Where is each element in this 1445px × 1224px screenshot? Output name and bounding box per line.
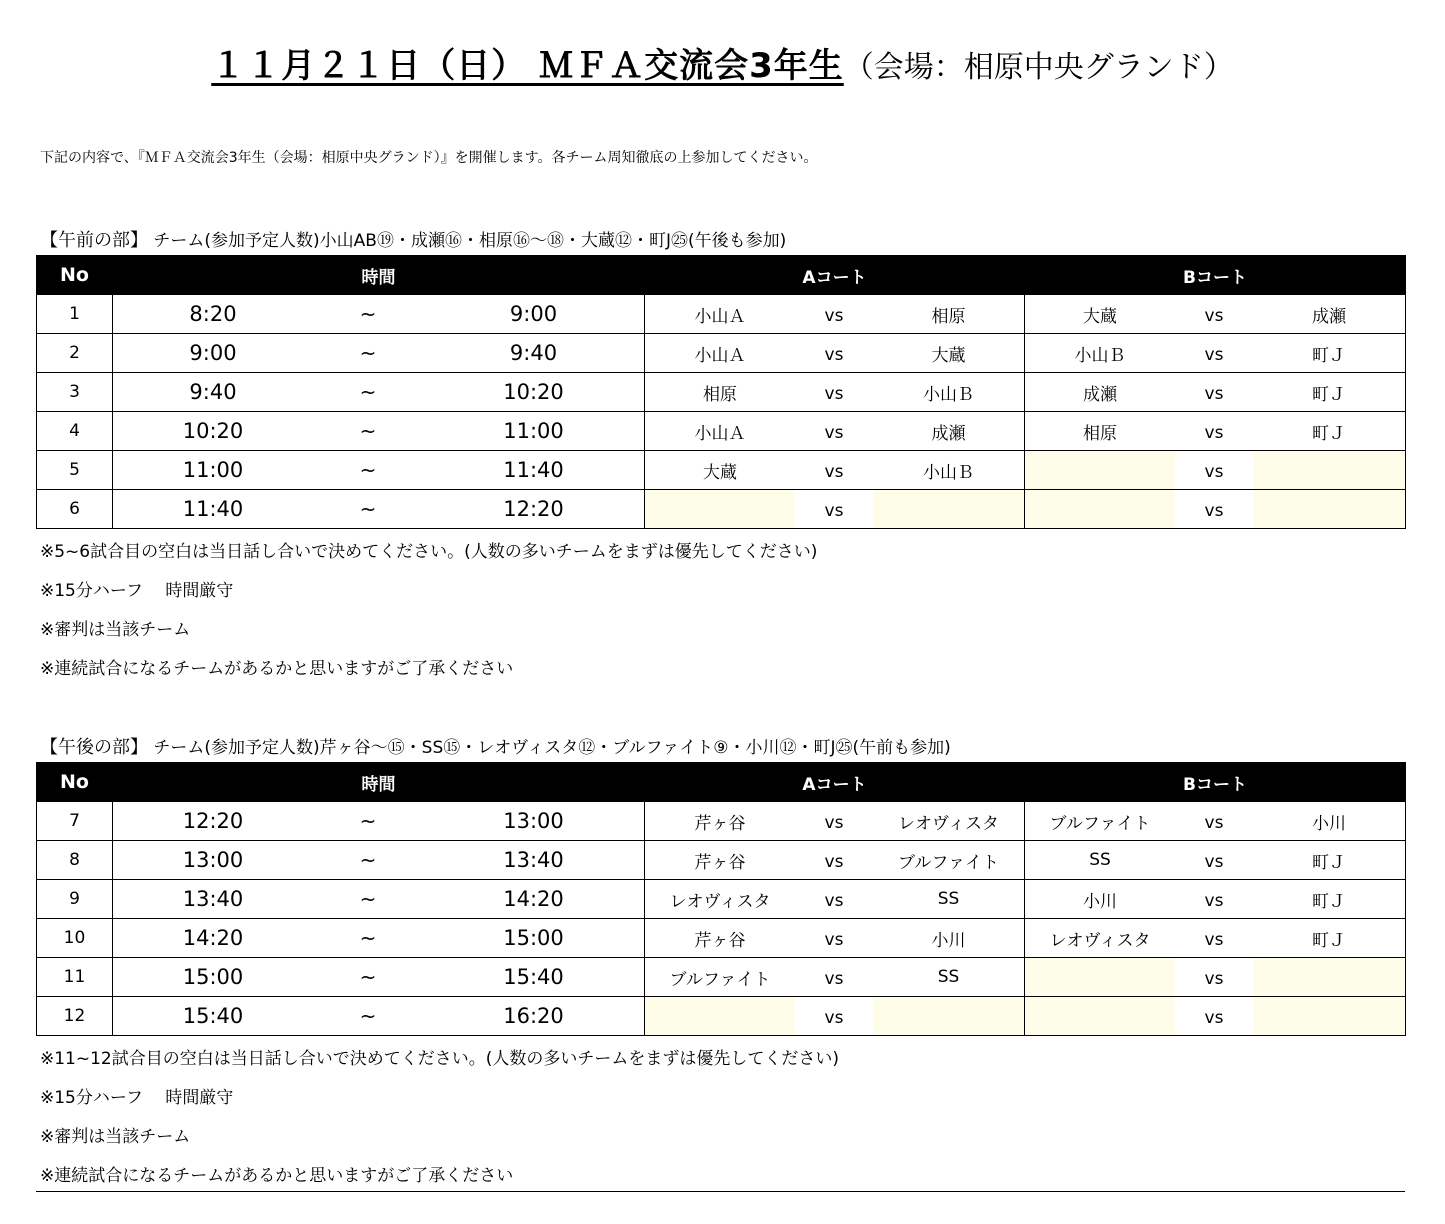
table-row bbox=[37, 841, 1406, 880]
header-court-a: Aコート bbox=[645, 256, 1025, 295]
court-a-team-1 bbox=[645, 997, 795, 1035]
time-separator: ~ bbox=[359, 458, 377, 482]
vs-label: vs bbox=[824, 813, 844, 833]
court-a-team-1: 小山Ａ bbox=[694, 345, 746, 366]
end-time: 12:20 bbox=[503, 497, 564, 521]
court-a-team-2: 小川 bbox=[931, 930, 966, 951]
court-b-cell bbox=[1025, 997, 1406, 1036]
time-cell bbox=[113, 919, 645, 958]
morning-teams: チーム(参加予定人数)小山AB⑲・成瀬⑯・相原⑯～⑱・大蔵⑫・町J㉕(午後も参加) bbox=[153, 231, 787, 251]
court-b-team-2: 町Ｊ bbox=[1312, 930, 1346, 951]
vs-label: vs bbox=[824, 891, 844, 911]
court-b-cell bbox=[1025, 841, 1406, 880]
vs-label: vs bbox=[1204, 423, 1224, 443]
start-time: 12:20 bbox=[182, 809, 244, 833]
start-time: 13:40 bbox=[182, 887, 244, 911]
court-a-team-2: ブルファイト bbox=[898, 852, 999, 873]
match-number: 10 bbox=[37, 919, 113, 958]
time-separator: ~ bbox=[359, 380, 377, 404]
time-separator: ~ bbox=[359, 965, 377, 989]
court-a-team-2: レオヴィスタ bbox=[898, 813, 999, 834]
court-a-team-1: 小山Ａ bbox=[694, 306, 746, 327]
court-b-cell bbox=[1025, 880, 1406, 919]
table-row bbox=[37, 919, 1406, 958]
match-number: 4 bbox=[37, 412, 113, 451]
vs-label: vs bbox=[824, 969, 844, 989]
court-a-team-1: ブルファイト bbox=[669, 969, 771, 990]
time-cell bbox=[113, 958, 645, 997]
end-time: 10:20 bbox=[503, 380, 564, 404]
table-row bbox=[37, 451, 1406, 490]
match-number: 3 bbox=[37, 373, 113, 412]
court-b-team-2: 町Ｊ bbox=[1312, 423, 1346, 444]
start-time: 11:00 bbox=[182, 458, 244, 482]
court-b-team-1: 小川 bbox=[1083, 891, 1117, 912]
start-time: 15:40 bbox=[182, 1004, 244, 1028]
header-court-a: Aコート bbox=[645, 763, 1025, 802]
vs-label: vs bbox=[824, 501, 844, 521]
court-b-cell bbox=[1025, 334, 1406, 373]
afternoon-teams: チーム(参加予定人数)芹ヶ谷～⑮・SS⑮・レオヴィスタ⑫・ブルファイト⑨・小川⑫・町J㉕(午前も参加) bbox=[153, 738, 951, 758]
end-time: 9:40 bbox=[509, 341, 558, 365]
page-title bbox=[0, 38, 1445, 87]
end-time: 9:00 bbox=[509, 302, 558, 326]
match-number: 11 bbox=[37, 958, 113, 997]
start-time: 9:00 bbox=[189, 341, 237, 365]
match-number: 2 bbox=[37, 334, 113, 373]
court-a-team-1: 大蔵 bbox=[703, 462, 737, 483]
morning-section-title bbox=[40, 226, 786, 252]
court-a-cell bbox=[645, 919, 1025, 958]
court-a-team-2: SS bbox=[937, 967, 960, 987]
header-no: No bbox=[37, 763, 113, 802]
morning-label: 【午前の部】 bbox=[40, 230, 148, 251]
header-court-b: Bコート bbox=[1025, 256, 1406, 295]
time-cell bbox=[113, 451, 645, 490]
table-row bbox=[37, 373, 1406, 412]
court-b-team-2 bbox=[1253, 997, 1405, 1035]
court-a-cell bbox=[645, 841, 1025, 880]
court-b-cell bbox=[1025, 802, 1406, 841]
time-cell bbox=[113, 295, 645, 334]
header-time: 時間 bbox=[113, 256, 645, 295]
end-time: 15:00 bbox=[503, 926, 564, 950]
court-a-cell bbox=[645, 997, 1025, 1036]
table-row bbox=[37, 490, 1406, 529]
time-separator: ~ bbox=[359, 1004, 377, 1028]
court-b-team-1: ブルファイト bbox=[1049, 813, 1151, 834]
table-row bbox=[37, 802, 1406, 841]
title-venue: （会場：相原中央グランド） bbox=[843, 50, 1234, 85]
time-cell bbox=[113, 334, 645, 373]
end-time: 16:20 bbox=[503, 1004, 564, 1028]
match-number: 7 bbox=[37, 802, 113, 841]
court-b-team-2 bbox=[1253, 490, 1405, 528]
court-b-team-2: 町Ｊ bbox=[1312, 891, 1346, 912]
start-time: 9:40 bbox=[189, 380, 237, 404]
time-separator: ~ bbox=[359, 302, 377, 326]
court-a-team-2: 小山Ｂ bbox=[923, 384, 974, 405]
court-b-team-1 bbox=[1025, 490, 1175, 528]
bottom-divider bbox=[36, 1191, 1405, 1192]
court-b-team-2: 町Ｊ bbox=[1312, 852, 1346, 873]
court-b-cell bbox=[1025, 490, 1406, 529]
table-header-row bbox=[37, 256, 1406, 295]
vs-label: vs bbox=[824, 1008, 844, 1028]
afternoon-note-2: ※15分ハーフ 時間厳守 bbox=[40, 1088, 234, 1108]
afternoon-note-4: ※連続試合になるチームがあるかと思いますがご了承ください bbox=[40, 1166, 514, 1186]
court-a-team-1: レオヴィスタ bbox=[669, 891, 771, 912]
morning-note-1: ※5~6試合目の空白は当日話し合いで決めてください。(人数の多いチームをまずは優先してください) bbox=[40, 542, 818, 562]
end-time: 13:40 bbox=[503, 848, 564, 872]
start-time: 14:20 bbox=[182, 926, 244, 950]
table-row bbox=[37, 295, 1406, 334]
time-separator: ~ bbox=[359, 419, 377, 443]
time-cell bbox=[113, 373, 645, 412]
court-a-cell bbox=[645, 412, 1025, 451]
start-time: 11:40 bbox=[182, 497, 244, 521]
court-a-cell bbox=[645, 451, 1025, 490]
court-a-cell bbox=[645, 880, 1025, 919]
start-time: 13:00 bbox=[182, 848, 244, 872]
court-a-team-2: SS bbox=[937, 889, 960, 909]
vs-label: vs bbox=[824, 852, 844, 872]
afternoon-note-1: ※11~12試合目の空白は当日話し合いで決めてください。(人数の多いチームをまずは優先してください) bbox=[40, 1049, 840, 1069]
court-a-cell bbox=[645, 334, 1025, 373]
start-time: 15:00 bbox=[182, 965, 244, 989]
morning-schedule-table bbox=[36, 255, 1406, 529]
match-number: 5 bbox=[37, 451, 113, 490]
vs-label: vs bbox=[824, 384, 844, 404]
start-time: 10:20 bbox=[182, 419, 244, 443]
vs-label: vs bbox=[824, 306, 844, 326]
intro-text: 下記の内容で、『ＭＦＡ交流会3年生（会場：相原中央グランド）』を開催します。各チーム周知徹底の上参加してください。 bbox=[40, 150, 818, 166]
end-time: 14:20 bbox=[503, 887, 564, 911]
vs-label: vs bbox=[824, 345, 844, 365]
court-b-team-2 bbox=[1253, 958, 1405, 996]
court-a-team-2 bbox=[873, 490, 1024, 528]
afternoon-label: 【午後の部】 bbox=[40, 737, 148, 758]
end-time: 15:40 bbox=[503, 965, 564, 989]
court-b-cell bbox=[1025, 373, 1406, 412]
table-row bbox=[37, 997, 1406, 1036]
court-a-team-2: 小山Ｂ bbox=[923, 462, 974, 483]
vs-label: vs bbox=[1204, 306, 1224, 326]
court-a-cell bbox=[645, 958, 1025, 997]
vs-label: vs bbox=[824, 930, 844, 950]
court-b-team-2: 小川 bbox=[1312, 813, 1346, 834]
court-a-team-2: 大蔵 bbox=[931, 345, 966, 366]
court-a-team-1: 芹ヶ谷 bbox=[694, 930, 746, 951]
time-cell bbox=[113, 997, 645, 1036]
time-separator: ~ bbox=[359, 926, 377, 950]
match-number: 6 bbox=[37, 490, 113, 529]
match-number: 1 bbox=[37, 295, 113, 334]
table-header-row bbox=[37, 763, 1406, 802]
vs-label: vs bbox=[1204, 852, 1224, 872]
court-a-team-2 bbox=[873, 997, 1024, 1035]
end-time: 11:00 bbox=[503, 419, 564, 443]
time-separator: ~ bbox=[359, 887, 377, 911]
morning-note-2: ※15分ハーフ 時間厳守 bbox=[40, 581, 234, 601]
table-row bbox=[37, 334, 1406, 373]
court-b-team-1: 大蔵 bbox=[1083, 306, 1117, 327]
vs-label: vs bbox=[1204, 384, 1224, 404]
court-b-team-1 bbox=[1025, 451, 1175, 489]
table-row bbox=[37, 880, 1406, 919]
table-row bbox=[37, 958, 1406, 997]
time-separator: ~ bbox=[359, 809, 377, 833]
court-a-cell bbox=[645, 490, 1025, 529]
vs-label: vs bbox=[1204, 891, 1224, 911]
vs-label: vs bbox=[1204, 345, 1224, 365]
afternoon-note-3: ※審判は当該チーム bbox=[40, 1127, 191, 1147]
afternoon-section-title bbox=[40, 733, 951, 759]
court-b-cell bbox=[1025, 412, 1406, 451]
court-b-team-2 bbox=[1253, 451, 1405, 489]
start-time: 8:20 bbox=[189, 302, 237, 326]
morning-note-3: ※審判は当該チーム bbox=[40, 620, 191, 640]
court-b-team-1: レオヴィスタ bbox=[1049, 930, 1151, 951]
court-a-cell bbox=[645, 802, 1025, 841]
court-a-cell bbox=[645, 295, 1025, 334]
court-a-cell bbox=[645, 373, 1025, 412]
court-b-team-1 bbox=[1025, 958, 1175, 996]
end-time: 11:40 bbox=[503, 458, 564, 482]
court-b-cell bbox=[1025, 919, 1406, 958]
vs-label: vs bbox=[1204, 813, 1224, 833]
court-a-team-2: 相原 bbox=[931, 306, 966, 327]
time-cell bbox=[113, 412, 645, 451]
court-b-cell bbox=[1025, 295, 1406, 334]
court-b-team-1: 成瀬 bbox=[1083, 384, 1117, 405]
time-cell bbox=[113, 802, 645, 841]
court-a-team-2: 成瀬 bbox=[931, 423, 966, 444]
vs-label: vs bbox=[1204, 462, 1224, 482]
morning-note-4: ※連続試合になるチームがあるかと思いますがご了承ください bbox=[40, 659, 514, 679]
vs-label: vs bbox=[1204, 1008, 1224, 1028]
vs-label: vs bbox=[1204, 969, 1224, 989]
time-separator: ~ bbox=[359, 341, 377, 365]
afternoon-schedule-table bbox=[36, 762, 1406, 1036]
header-court-b: Bコート bbox=[1025, 763, 1406, 802]
vs-label: vs bbox=[824, 462, 844, 482]
court-b-cell bbox=[1025, 958, 1406, 997]
vs-label: vs bbox=[1204, 930, 1224, 950]
court-b-cell bbox=[1025, 451, 1406, 490]
vs-label: vs bbox=[824, 423, 844, 443]
table-row bbox=[37, 412, 1406, 451]
time-separator: ~ bbox=[359, 848, 377, 872]
time-separator: ~ bbox=[359, 497, 377, 521]
court-b-team-1: 小山Ｂ bbox=[1074, 345, 1126, 366]
header-time: 時間 bbox=[113, 763, 645, 802]
match-number: 9 bbox=[37, 880, 113, 919]
court-b-team-1: SS bbox=[1089, 850, 1111, 870]
match-number: 8 bbox=[37, 841, 113, 880]
court-a-team-1: 小山Ａ bbox=[694, 423, 746, 444]
court-a-team-1: 相原 bbox=[703, 384, 737, 405]
time-cell bbox=[113, 880, 645, 919]
court-b-team-1 bbox=[1025, 997, 1175, 1035]
court-b-team-2: 成瀬 bbox=[1312, 306, 1346, 327]
header-no: No bbox=[37, 256, 113, 295]
vs-label: vs bbox=[1204, 501, 1224, 521]
court-a-team-1: 芹ヶ谷 bbox=[694, 813, 746, 834]
court-b-team-2: 町Ｊ bbox=[1312, 345, 1346, 366]
match-number: 12 bbox=[37, 997, 113, 1036]
court-a-team-1: 芹ヶ谷 bbox=[694, 852, 746, 873]
time-cell bbox=[113, 841, 645, 880]
court-a-team-1 bbox=[645, 490, 795, 528]
title-main: １１月２１日（日） ＭＦＡ交流会3年生 bbox=[211, 46, 844, 86]
end-time: 13:00 bbox=[503, 809, 564, 833]
court-b-team-1: 相原 bbox=[1083, 423, 1117, 444]
time-cell bbox=[113, 490, 645, 529]
court-b-team-2: 町Ｊ bbox=[1312, 384, 1346, 405]
